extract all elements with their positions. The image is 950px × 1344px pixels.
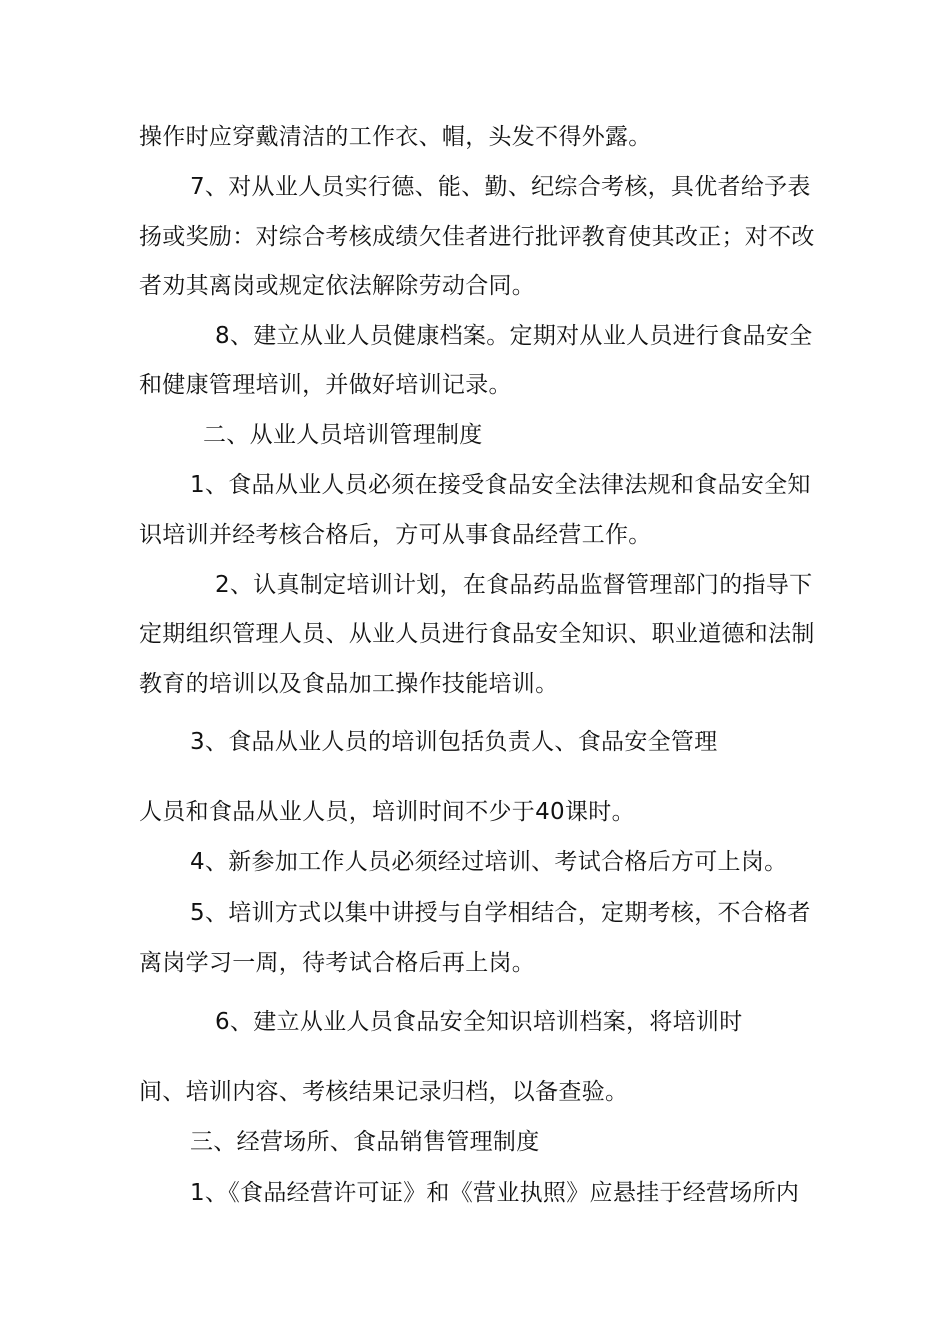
text-line: 1、《食品经营许可证》和《营业执照》应悬挂于经营场所内 [190, 1180, 800, 1206]
text-line: 2、认真制定培训计划，在食品药品监督管理部门的指导下 [215, 572, 813, 598]
text-line: 3、食品从业人员的培训包括负责人、食品安全管理 [190, 729, 718, 755]
text-line: 6、建立从业人员食品安全知识培训档案，将培训时 [215, 1009, 743, 1035]
section-heading: 二、从业人员培训管理制度 [203, 422, 483, 448]
text-line: 者劝其离岗或规定依法解除劳动合同。 [139, 273, 536, 299]
text-line: 1、食品从业人员必须在接受食品安全法律法规和食品安全知 [190, 472, 811, 498]
text-line: 离岗学习一周，待考试合格后再上岗。 [139, 950, 536, 976]
text-line: 8、建立从业人员健康档案。定期对从业人员进行食品安全 [215, 323, 813, 349]
text-line: 识培训并经考核合格后，方可从事食品经营工作。 [139, 522, 652, 548]
text-line: 5、培训方式以集中讲授与自学相结合，定期考核，不合格者 [190, 900, 811, 926]
text-line: 人员和食品从业人员，培训时间不少于40课时。 [139, 799, 635, 825]
text-line: 7、对从业人员实行德、能、勤、纪综合考核，具优者给予表 [190, 174, 811, 200]
text-line: 间、培训内容、考核结果记录归档，以备查验。 [139, 1079, 629, 1105]
text-line: 教育的培训以及食品加工操作技能培训。 [139, 671, 559, 697]
text-line: 4、新参加工作人员必须经过培训、考试合格后方可上岗。 [190, 849, 788, 875]
text-line: 和健康管理培训，并做好培训记录。 [139, 372, 512, 398]
text-line: 操作时应穿戴清洁的工作衣、帽，头发不得外露。 [139, 124, 652, 150]
text-line: 定期组织管理人员、从业人员进行食品安全知识、职业道德和法制 [139, 621, 815, 647]
text-line: 扬或奖励：对综合考核成绩欠佳者进行批评教育使其改正；对不改 [139, 224, 815, 250]
section-heading: 三、经营场所、食品销售管理制度 [190, 1129, 540, 1155]
